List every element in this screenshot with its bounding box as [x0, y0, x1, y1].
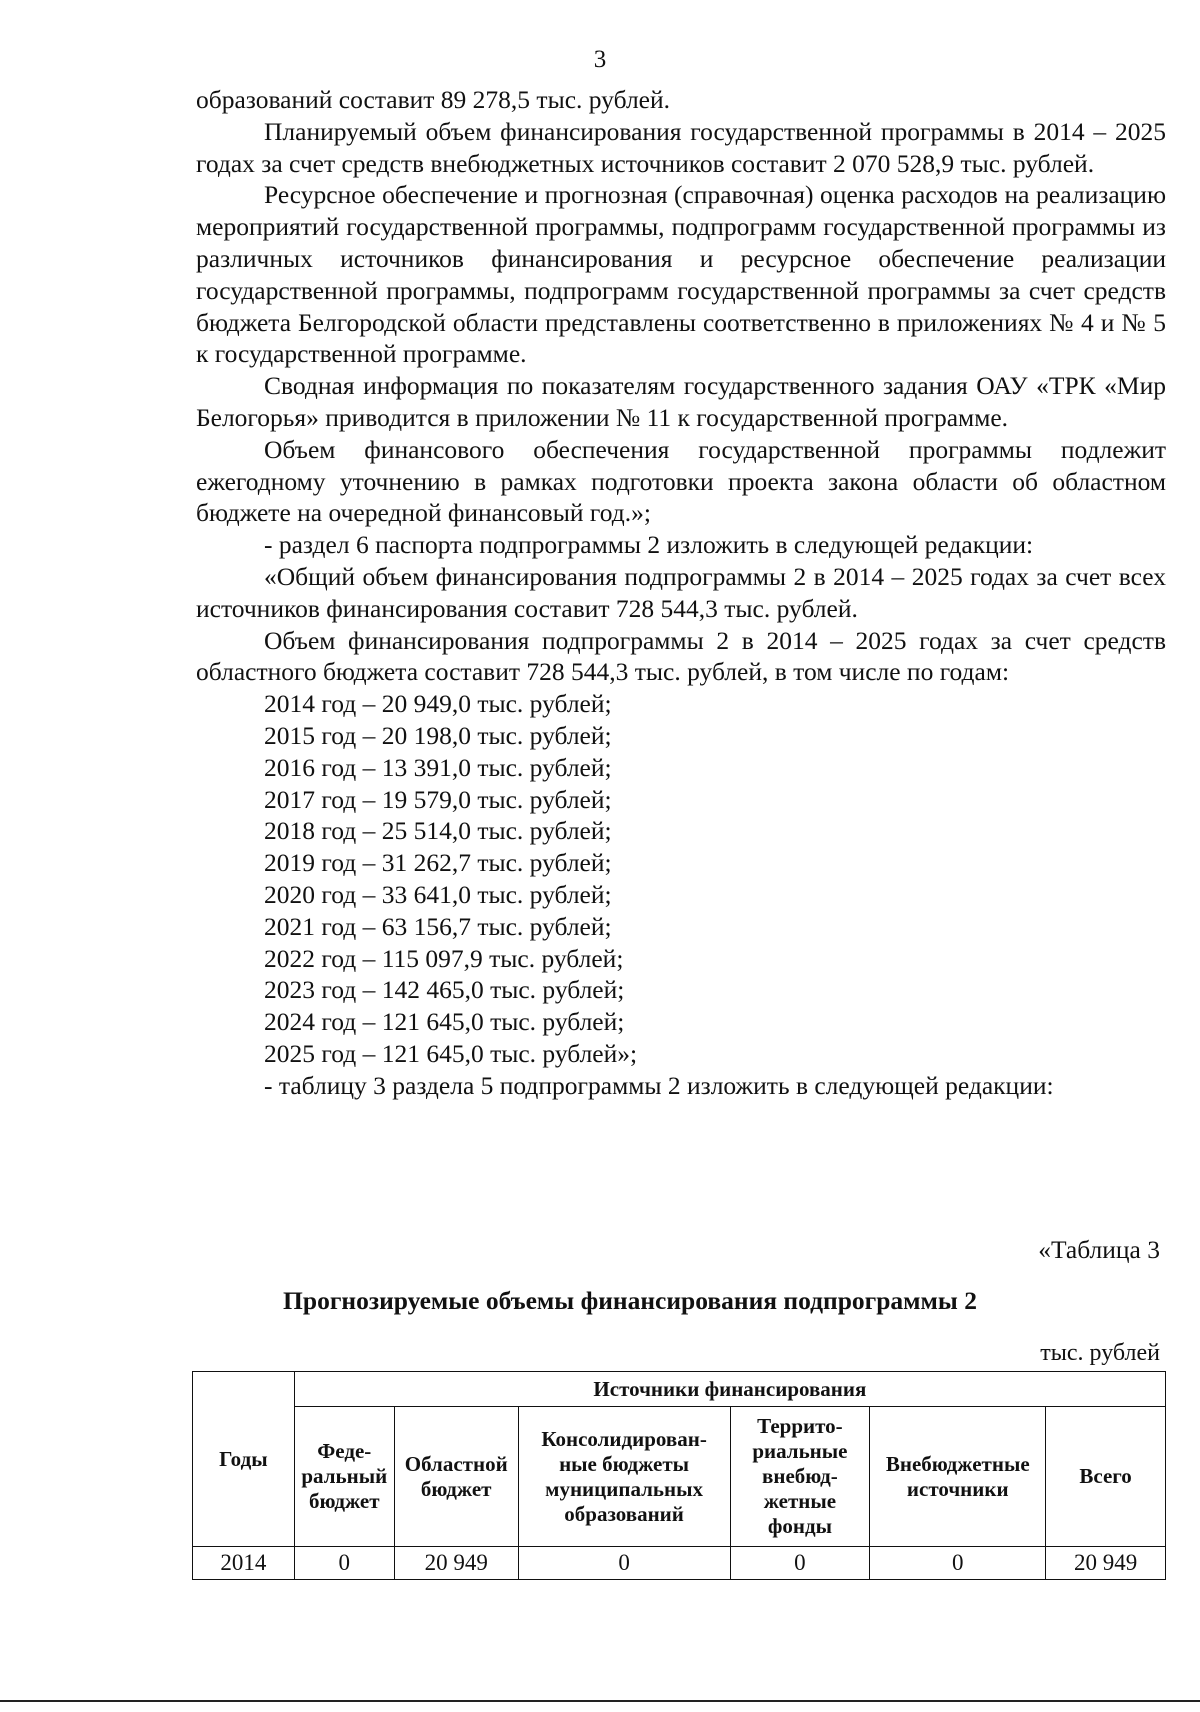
paragraph: - раздел 6 паспорта подпрограммы 2 изложить в следующей редакции:	[264, 530, 1034, 560]
paragraph: «Общий объем финансирования подпрограммы 2 в 2014 – 2025 годах за счет всех источников финансирования составит 728 544,3 тыс. рублей.	[196, 561, 1166, 623]
cell-regional: 20 949	[394, 1547, 518, 1580]
table-title: Прогнозируемые объемы финансирования подпрограммы 2	[283, 1286, 977, 1315]
page-number: 3	[593, 46, 607, 73]
paragraph: образований составит 89 278,5 тыс. рублей.	[196, 85, 671, 114]
year-line: 2014 год – 20 949,0 тыс. рублей;	[264, 689, 612, 719]
year-line: 2025 год – 121 645,0 тыс. рублей»;	[264, 1038, 638, 1068]
header-municipal: Консолидирован- ные бюджеты муниципальных образований	[518, 1407, 730, 1547]
cell-municipal: 0	[518, 1547, 730, 1580]
year-line: 2020 год – 33 641,0 тыс. рублей;	[264, 879, 612, 909]
table-label: «Таблица 3	[1038, 1235, 1160, 1264]
year-line: 2024 год – 121 645,0 тыс. рублей;	[264, 1007, 625, 1037]
header-federal: Феде- ральный бюджет	[294, 1407, 394, 1547]
body-text	[196, 84, 1166, 1102]
header-regional: Областной бюджет	[394, 1407, 518, 1547]
year-line: 2017 год – 19 579,0 тыс. рублей;	[264, 784, 612, 814]
cell-territorial: 0	[730, 1547, 870, 1580]
year-line: 2022 год – 115 097,9 тыс. рублей;	[264, 943, 624, 973]
header-extrabudget: Внебюджетные источники	[870, 1407, 1046, 1547]
year-line: 2019 год – 31 262,7 тыс. рублей;	[264, 848, 612, 878]
year-line: 2023 год – 142 465,0 тыс. рублей;	[264, 975, 625, 1005]
paragraph: Сводная информация по показателям государственного задания ОАУ «ТРК «Мир Белогорья» приводится в приложении № 11 к государственной программе.	[196, 371, 1166, 432]
year-line: 2015 год – 20 198,0 тыс. рублей;	[264, 720, 612, 750]
scan-edge-line	[0, 1700, 1200, 1702]
cell-federal: 0	[294, 1547, 394, 1580]
year-line: 2016 год – 13 391,0 тыс. рублей;	[264, 752, 612, 782]
cell-total: 20 949	[1046, 1547, 1166, 1580]
paragraph: Объем финансирования подпрограммы 2 в 2014 – 2025 годах за счет средств областного бюджета составит 728 544,3 тыс. рублей, в том числе по годам:	[196, 625, 1166, 687]
table-row	[193, 1547, 1166, 1580]
year-line: 2018 год – 25 514,0 тыс. рублей;	[264, 816, 612, 846]
cell-year: 2014	[193, 1547, 295, 1580]
paragraph: Планируемый объем финансирования государственной программы в 2014 – 2025 годах за счет средств внебюджетных источников составит 2 070 528,9 тыс. рублей.	[196, 116, 1166, 178]
paragraph: Объем финансового обеспечения государственной программы подлежит ежегодному уточнению в рамках подготовки проекта закона области об областном бюджете на очередной финансовый год.»;	[196, 434, 1166, 528]
units-label: тыс. рублей	[1040, 1340, 1160, 1366]
cell-extrabudget: 0	[870, 1547, 1046, 1580]
header-years: Годы	[193, 1372, 295, 1547]
header-total: Всего	[1046, 1407, 1166, 1547]
closing-paragraph: - таблицу 3 раздела 5 подпрограммы 2 изложить в следующей редакции:	[264, 1070, 1054, 1100]
header-sources: Источники финансирования	[294, 1372, 1165, 1407]
header-territorial: Террито- риальные внебюд- жетные фонды	[730, 1407, 870, 1547]
year-line: 2021 год – 63 156,7 тыс. рублей;	[264, 911, 612, 941]
paragraph: Ресурсное обеспечение и прогнозная (справочная) оценка расходов на реализацию мероприятий государственной программы, подпрограмм государственной программы из различных источников финансирования и ресурсное обеспечение реализации государственной программы, подпрограмм государственной программы за счет средств бюджета Белгородской области представлены соответственно в приложениях № 4 и № 5 к государственной программе.	[196, 180, 1166, 369]
financing-table	[192, 1371, 1166, 1580]
